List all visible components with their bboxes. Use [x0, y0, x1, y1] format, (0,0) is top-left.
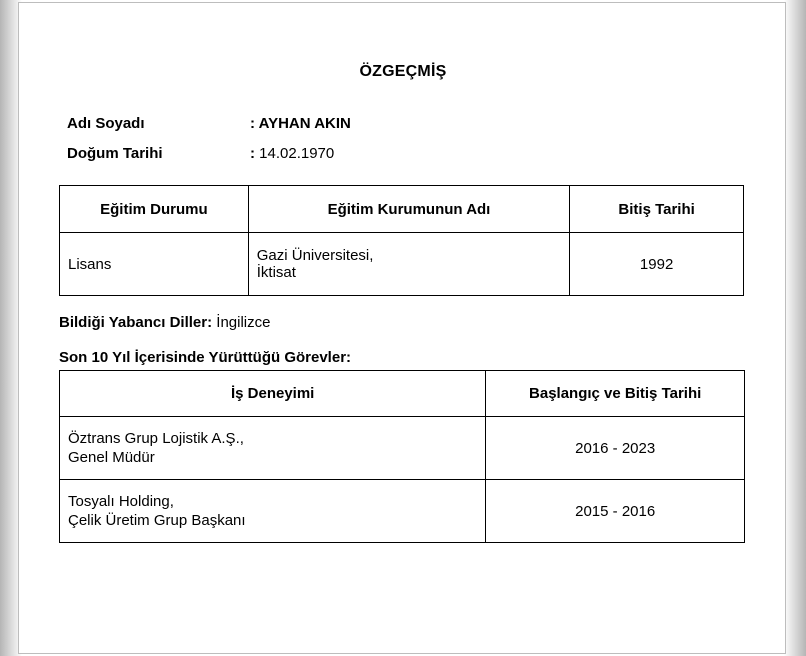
education-header-row	[60, 186, 744, 233]
experience-header-row	[60, 371, 745, 417]
position-line: Çelik Üretim Grup Başkanı	[68, 512, 246, 529]
frame-shadow-right	[784, 0, 806, 656]
experience-period: 2015 - 2016	[486, 480, 745, 543]
experience-period: 2016 - 2023	[486, 417, 745, 480]
education-header-cell: Bitiş Tarihi	[570, 186, 744, 233]
name-value-row	[250, 115, 351, 132]
table-row	[60, 233, 744, 296]
languages-label: Bildiği Yabancı Diller:	[59, 314, 213, 331]
position-line: Genel Müdür	[68, 449, 155, 466]
education-end-year: 1992	[570, 233, 744, 296]
duties-heading	[59, 349, 351, 366]
education-header-cell: Eğitim Durumu	[60, 186, 249, 233]
languages-value: İngilizce	[216, 314, 271, 331]
name-label: Adı Soyadı	[67, 115, 145, 132]
duties-label: Son 10 Yıl İçerisinde Yürüttüğü Görevler:	[59, 349, 352, 366]
education-institution	[248, 233, 570, 296]
experience-table	[59, 370, 745, 543]
languages-row	[59, 314, 270, 331]
education-table	[59, 185, 744, 296]
education-header-cell: Eğitim Kurumunun Adı	[248, 186, 570, 233]
birth-value: 14.02.1970	[259, 145, 335, 162]
institution-line: İktisat	[256, 264, 296, 281]
position-line: Tosyalı Holding,	[68, 493, 174, 510]
birth-colon: :	[250, 145, 255, 162]
document-title: ÖZGEÇMİŞ	[359, 63, 447, 80]
name-colon: :	[250, 115, 255, 132]
institution-line: Gazi Üniversitesi,	[256, 247, 374, 264]
birth-value-row	[250, 145, 334, 162]
education-degree: Lisans	[60, 233, 249, 296]
experience-header-cell: İş Deneyimi	[60, 371, 486, 417]
experience-header-cell: Başlangıç ve Bitiş Tarihi	[486, 371, 745, 417]
table-row	[60, 417, 745, 480]
experience-position	[60, 480, 486, 543]
experience-position	[60, 417, 486, 480]
birth-label: Doğum Tarihi	[67, 145, 163, 162]
position-line: Öztrans Grup Lojistik A.Ş.,	[68, 430, 244, 447]
table-row	[60, 480, 745, 543]
name-value: AYHAN AKIN	[258, 115, 351, 132]
